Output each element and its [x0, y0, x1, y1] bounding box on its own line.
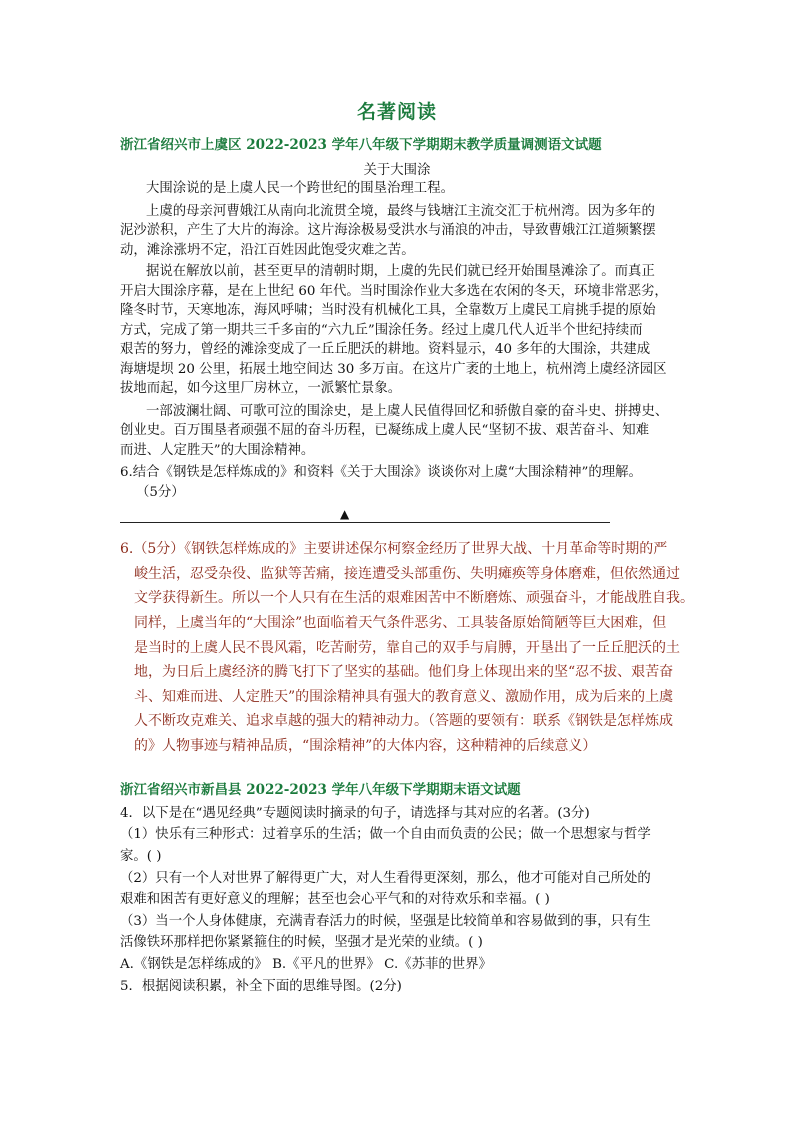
answer-line-text: 地，为日后上虞经济的腾飞打下了坚实的基础。他们身上体现出来的坚“忍不拔、艰苦奋: [134, 664, 674, 680]
page-title: 名著阅读: [356, 101, 437, 123]
article-line: 开启大围涂序幕，是在上世纪 60 年代。当时围涂作业大多选在农闲的冬天，环境非常恶劣，: [120, 284, 668, 299]
article-line: 隆冬时节，天寒地冻，海风呼啸；当时没有机械化工具，全靠数万上虞民工肩挑手提的原始: [120, 303, 656, 318]
question-line: 家。( ): [120, 849, 162, 864]
question-line: （1）快乐有三种形式：过着享乐的生活；做一个自由而负责的公民；做一个思想家与哲学: [120, 827, 651, 842]
article-line: 据说在解放以前，甚至更早的清朝时期，上虞的先民们就已经开始围垦滩涂了。而真正: [146, 264, 655, 279]
answer-placeholder-triangle: ▲: [340, 507, 350, 521]
question-6-score: （5分）: [136, 485, 185, 500]
article-title: 关于大围涂: [363, 163, 431, 178]
options-line: A.《钢铁是怎样练成的》 B.《平凡的世界》 C.《苏菲的世界》: [120, 957, 492, 972]
answer-line-text: 6.（5分）《钢铁怎样炼成的》主要讲述保尔柯察金经历了世界大战、十月革命等时期的严: [120, 541, 668, 557]
question-line: 艰难和困苦有更好意义的理解；甚至也会心平气和的对待欢乐和幸福。( ): [120, 892, 550, 907]
article-line: 动，滩涂涨坍不定，沿江百姓因此饱受灾难之苦。: [120, 243, 415, 258]
section2-heading: 浙江省绍兴市新昌县 2022-2023 学年八年级下学期期末语文试题: [120, 782, 521, 798]
article-line: 方式，完成了第一期共三千多亩的“六九丘”围涂任务。经过上虞几代人近半个世纪持续而: [120, 323, 643, 338]
answer-line-text: 的》人物事迹与精神品质，“围涂精神”的大体内容，这种精神的后续意义）: [134, 738, 597, 754]
article-line: 一部波澜壮阔、可歌可泣的围涂史，是上虞人民值得回忆和骄傲自豪的奋斗史、拼搏史、: [146, 404, 669, 419]
question-line: （3）当一个人身体健康，充满青春活力的时候，坚强是比较简单和容易做到的事，只有生: [120, 914, 651, 929]
article-line: 泥沙淤积，产生了大片的海涂。这片海涂极易受洪水与涌浪的冲击，导致曹娥江江道频繁摆: [120, 223, 656, 238]
answer-line-text: 文学获得新生。所以一个人只有在生活的艰难困苦中不断磨炼、顽强奋斗，才能战胜自我。: [134, 590, 694, 606]
question-line: 活像铁环那样把你紧紧箍住的时候，坚强才是光荣的业绩。( ): [120, 935, 483, 950]
answer-line-text: 是当时的上虞人民不畏风霜，吃苦耐劳，靠自己的双手与肩膊，开垦出了一丘丘肥沃的土: [134, 640, 680, 656]
section1-heading: 浙江省绍兴市上虞区 2022-2023 学年八年级下学期期末教学质量调测语文试题: [120, 137, 602, 153]
answer-line-text: 峻生活，忍受杂役、监狱等苦痛，接连遭受头部重伤、失明瘫痪等身体磨难，但依然通过: [134, 566, 680, 582]
question-line: 4．以下是在“遇见经典”专题阅读时摘录的句子，请选择与其对应的名著。(3分): [120, 806, 590, 821]
article-line: 艰苦的努力，曾经的滩涂变成了一丘丘肥沃的耕地。资料显示，40 多年的大围涂，共建成: [120, 342, 651, 357]
answer-line-text: 同样，上虞当年的“大围涂”也面临着天气条件恶劣、工具装备原始简陋等巨大困难，但: [134, 615, 667, 631]
question-line: 5．根据阅读积累，补全下面的思维导图。(2分): [120, 979, 402, 994]
answer-line-text: 斗、知难而进、人定胜天”的围涂精神具有强大的教育意义、激励作用，成为后来的上虞: [134, 689, 674, 705]
question-line: （2）只有一个人对世界了解得更广大，对人生看得更深刻，那么，他才可能对自己所处的: [120, 871, 651, 886]
answer-line: [120, 522, 610, 523]
article-line: 海塘堤坝 20 公里，拓展土地空间达 30 多万亩。在这片广袤的土地上，杭州湾上虞经济园区: [120, 362, 667, 377]
answer-line-text: 人不断攻克难关、追求卓越的强大的精神动力。（答题的要领有：联系《钢铁是怎样炼成: [134, 713, 673, 729]
article-line: 创业史。百万围垦者顽强不屈的奋斗历程，已凝练成上虞人民“坚韧不拔、艰苦奋斗、知难: [120, 423, 650, 438]
question-6: 6.结合《钢铁是怎样炼成的》和资料《关于大围涂》谈谈你对上虞“大围涂精神”的理解。: [120, 465, 642, 480]
article-line: 上虞的母亲河曹娥江从南向北流贯全境，最终与钱塘江主流交汇于杭州湾。因为多年的: [146, 204, 655, 219]
article-line: 大围涂说的是上虞人民一个跨世纪的围垦治理工程。: [146, 181, 454, 196]
article-line: 拔地而起，如今这里厂房林立，一派繁忙景象。: [120, 381, 402, 396]
article-line: 而进、人定胜天”的大围涂精神。: [120, 443, 315, 458]
